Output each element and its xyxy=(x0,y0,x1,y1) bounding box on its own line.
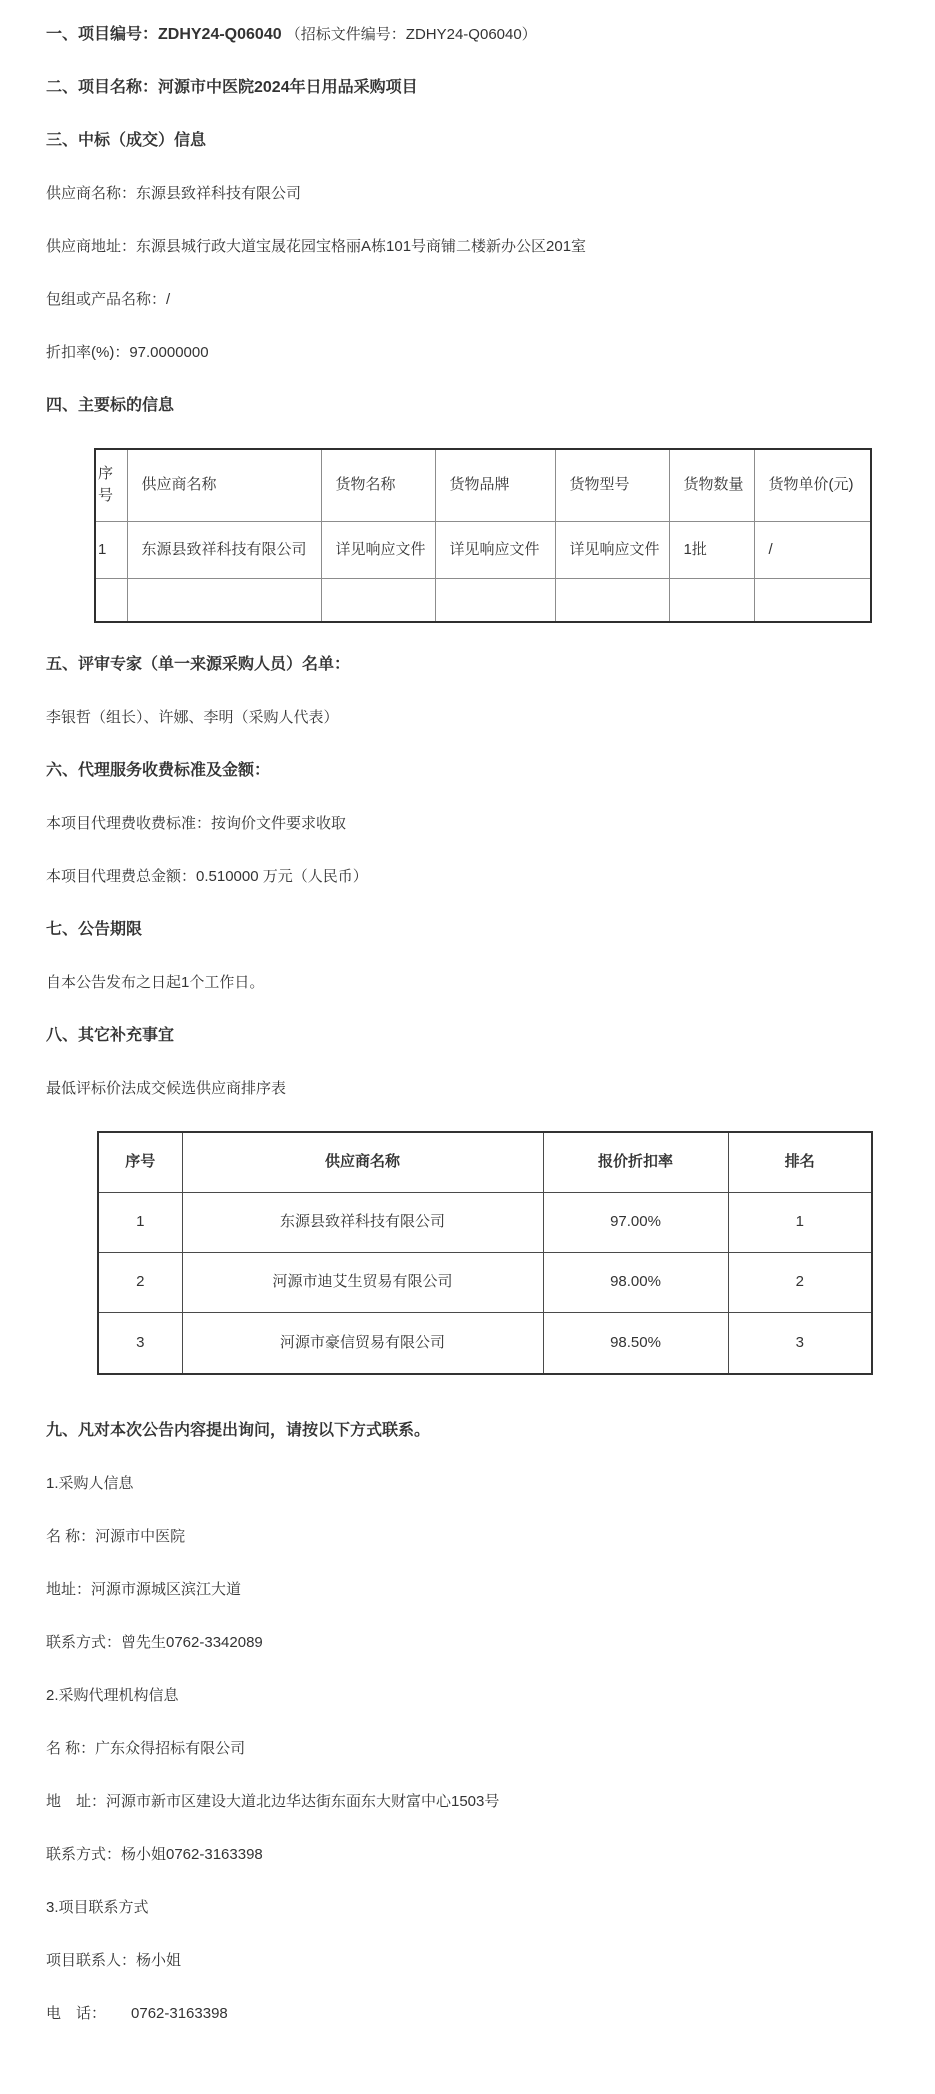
project-number-heading: 一、项目编号：ZDHY24-Q06040 xyxy=(46,26,282,43)
ranking-table-header-row xyxy=(98,1132,872,1192)
cell-quote-discount-rate: 97.00% xyxy=(543,1192,728,1252)
empty-cell xyxy=(555,578,669,622)
cell-goods-unit-price: / xyxy=(754,521,871,578)
agency-info-title: 2.采购代理机构信息 xyxy=(46,1687,179,1704)
column-header-supplier-name: 供应商名称 xyxy=(127,449,321,521)
agency-contact: 联系方式：杨小姐0762-3163398 xyxy=(46,1846,263,1863)
empty-cell xyxy=(435,578,555,622)
ranking-table-row xyxy=(98,1312,872,1374)
cell-goods-quantity: 1批 xyxy=(669,521,754,578)
package-or-product-name: 包组或产品名称：/ xyxy=(46,291,171,308)
cell-quote-discount-rate: 98.00% xyxy=(543,1252,728,1312)
section-agency-fee-heading: 六、代理服务收费标准及金额： xyxy=(46,762,271,779)
section-experts-heading: 五、评审专家（单一来源采购人员）名单： xyxy=(46,656,351,673)
notice-period-content: 自本公告发布之日起1个工作日。 xyxy=(46,974,265,991)
section-notice-period-heading: 七、公告期限 xyxy=(46,921,143,938)
column-header-seq: 序号 xyxy=(95,449,127,521)
ranking-table-row xyxy=(98,1192,872,1252)
section-project-number xyxy=(46,24,872,46)
cell-quote-discount-rate: 98.50% xyxy=(543,1312,728,1374)
procurement-announcement-document xyxy=(0,24,935,2094)
cell-seq: 3 xyxy=(98,1312,182,1374)
discount-rate: 折扣率(%)：97.0000000 xyxy=(46,344,209,361)
supplier-address: 供应商地址：东源县城行政大道宝晟花园宝格丽A栋101号商铺二楼新办公区201室 xyxy=(46,238,587,255)
empty-cell xyxy=(127,578,321,622)
section-project-name-heading: 二、项目名称：河源市中医院2024年日用品采购项目 xyxy=(46,79,418,96)
section-award-info-heading: 三、中标（成交）信息 xyxy=(46,132,207,149)
cell-goods-brand: 详见响应文件 xyxy=(435,521,555,578)
column-header-goods-unit-price: 货物单价(元) xyxy=(754,449,871,521)
purchaser-name: 名 称：河源市中医院 xyxy=(46,1528,186,1545)
expert-names: 李银哲（组长）、许娜、李明（采购人代表） xyxy=(46,709,339,726)
cell-supplier-name: 河源市豪信贸易有限公司 xyxy=(182,1312,543,1374)
column-header-rank: 排名 xyxy=(728,1132,872,1192)
purchaser-address: 地址：河源市源城区滨江大道 xyxy=(46,1581,242,1598)
project-contact-phone: 电 话： 0762-3163398 xyxy=(46,2005,228,2022)
empty-cell xyxy=(669,578,754,622)
cell-rank: 1 xyxy=(728,1192,872,1252)
column-header-goods-model: 货物型号 xyxy=(555,449,669,521)
empty-cell xyxy=(95,578,127,622)
ranking-table-row xyxy=(98,1252,872,1312)
purchaser-info-title: 1.采购人信息 xyxy=(46,1475,134,1492)
cell-seq: 1 xyxy=(95,521,127,578)
cell-goods-model: 详见响应文件 xyxy=(555,521,669,578)
main-subject-table-row xyxy=(95,521,871,578)
tender-document-number: （招标文件编号：ZDHY24-Q06040） xyxy=(281,26,537,43)
column-header-goods-quantity: 货物数量 xyxy=(669,449,754,521)
project-contact-person: 项目联系人：杨小姐 xyxy=(46,1952,182,1969)
supplier-ranking-table xyxy=(97,1131,873,1375)
ranking-table-title: 最低评标价法成交候选供应商排序表 xyxy=(46,1080,287,1097)
cell-goods-name: 详见响应文件 xyxy=(321,521,435,578)
column-header-supplier-name: 供应商名称 xyxy=(182,1132,543,1192)
section-contact-heading: 九、凡对本次公告内容提出询问，请按以下方式联系。 xyxy=(46,1422,431,1439)
main-subject-table-header-row xyxy=(95,449,871,521)
agency-name: 名 称：广东众得招标有限公司 xyxy=(46,1740,246,1757)
cell-supplier-name: 东源县致祥科技有限公司 xyxy=(182,1192,543,1252)
cell-seq: 1 xyxy=(98,1192,182,1252)
cell-seq: 2 xyxy=(98,1252,182,1312)
section-supplement-heading: 八、其它补充事宜 xyxy=(46,1027,175,1044)
main-subject-table xyxy=(94,448,872,623)
purchaser-contact: 联系方式：曾先生0762-3342089 xyxy=(46,1634,263,1651)
cell-supplier-name: 河源市迪艾生贸易有限公司 xyxy=(182,1252,543,1312)
supplier-name: 供应商名称：东源县致祥科技有限公司 xyxy=(46,185,302,202)
section-main-subject-heading: 四、主要标的信息 xyxy=(46,397,175,414)
column-header-goods-brand: 货物品牌 xyxy=(435,449,555,521)
agency-fee-standard: 本项目代理费收费标准：按询价文件要求收取 xyxy=(46,815,347,832)
agency-address: 地 址：河源市新市区建设大道北边华达街东面东大财富中心1503号 xyxy=(46,1793,500,1810)
project-contact-title: 3.项目联系方式 xyxy=(46,1899,149,1916)
empty-cell xyxy=(321,578,435,622)
cell-supplier-name: 东源县致祥科技有限公司 xyxy=(127,521,321,578)
main-subject-table-empty-row xyxy=(95,578,871,622)
column-header-quote-discount-rate: 报价折扣率 xyxy=(543,1132,728,1192)
column-header-seq: 序号 xyxy=(98,1132,182,1192)
cell-rank: 3 xyxy=(728,1312,872,1374)
agency-fee-total: 本项目代理费总金额：0.510000 万元（人民币） xyxy=(46,868,368,885)
column-header-goods-name: 货物名称 xyxy=(321,449,435,521)
empty-cell xyxy=(754,578,871,622)
cell-rank: 2 xyxy=(728,1252,872,1312)
